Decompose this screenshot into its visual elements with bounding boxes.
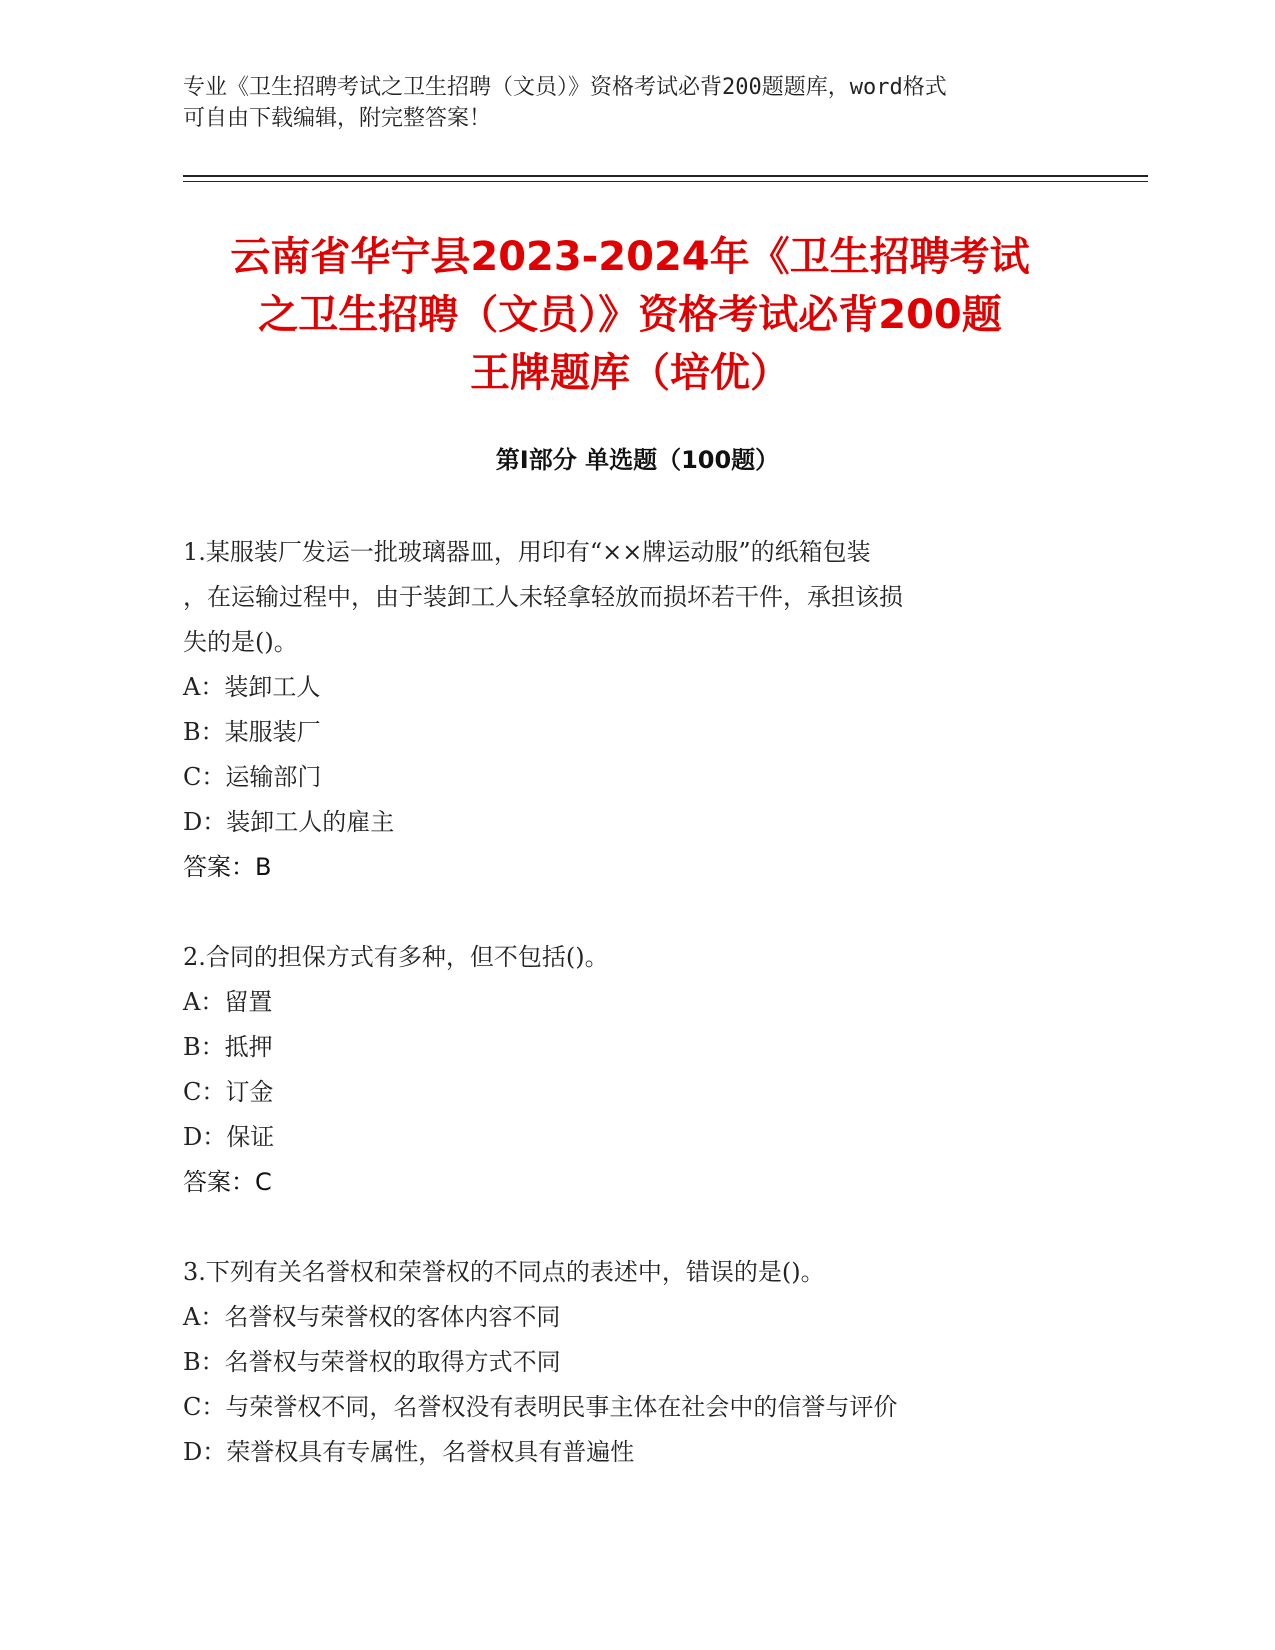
header-note-line: 专业《卫生招聘考试之卫生招聘（文员）》资格考试必背200题题库，word格式: [183, 75, 947, 100]
question-item: [183, 530, 1063, 890]
option-a: A：装卸工人: [183, 673, 321, 701]
option-a: A：留置: [183, 988, 273, 1016]
document-title: [150, 228, 1110, 402]
option-d: D：装卸工人的雇主: [183, 808, 395, 836]
header-rule-thin: [183, 181, 1148, 182]
option-c: C：订金: [183, 1078, 274, 1106]
option-b: B：抵押: [183, 1033, 273, 1061]
title-line: 之卫生招聘（文员）》资格考试必背200题: [258, 292, 1002, 338]
header-note: [183, 72, 1063, 134]
spacer: [183, 1205, 1063, 1250]
header-rule: [183, 175, 1148, 177]
option-c: C：与荣誉权不同，名誉权没有表明民事主体在社会中的信誉与评价: [183, 1393, 898, 1421]
question-text: 失的是()。: [183, 628, 298, 656]
answer-text: 答案：B: [183, 853, 272, 881]
option-b: B：某服装厂: [183, 718, 321, 746]
title-line: 王牌题库（培优）: [470, 350, 790, 396]
header-note-line: 可自由下载编辑，附完整答案！: [183, 106, 492, 131]
option-d: D：荣誉权具有专属性，名誉权具有普遍性: [183, 1438, 635, 1466]
question-text: 3.下列有关名誉权和荣誉权的不同点的表述中，错误的是()。: [183, 1258, 825, 1286]
spacer: [183, 890, 1063, 935]
question-item: [183, 935, 1063, 1205]
option-d: D：保证: [183, 1123, 275, 1151]
question-item: [183, 1250, 1063, 1475]
title-line: 云南省华宁县2023-2024年《卫生招聘考试: [230, 234, 1030, 280]
question-text: 2.合同的担保方式有多种，但不包括()。: [183, 943, 609, 971]
option-a: A：名誉权与荣誉权的客体内容不同: [183, 1303, 561, 1331]
question-list: [183, 530, 1063, 1475]
question-text: ，在运输过程中，由于装卸工人未轻拿轻放而损坏若干件，承担该损: [183, 583, 903, 611]
section-title: 第Ⅰ部分 单选题（100题）: [495, 446, 780, 474]
option-c: C：运输部门: [183, 763, 322, 791]
question-text: 1.某服装厂发运一批玻璃器皿，用印有“××牌运动服”的纸箱包装: [183, 538, 871, 566]
option-b: B：名誉权与荣誉权的取得方式不同: [183, 1348, 561, 1376]
answer-text: 答案：C: [183, 1168, 272, 1196]
